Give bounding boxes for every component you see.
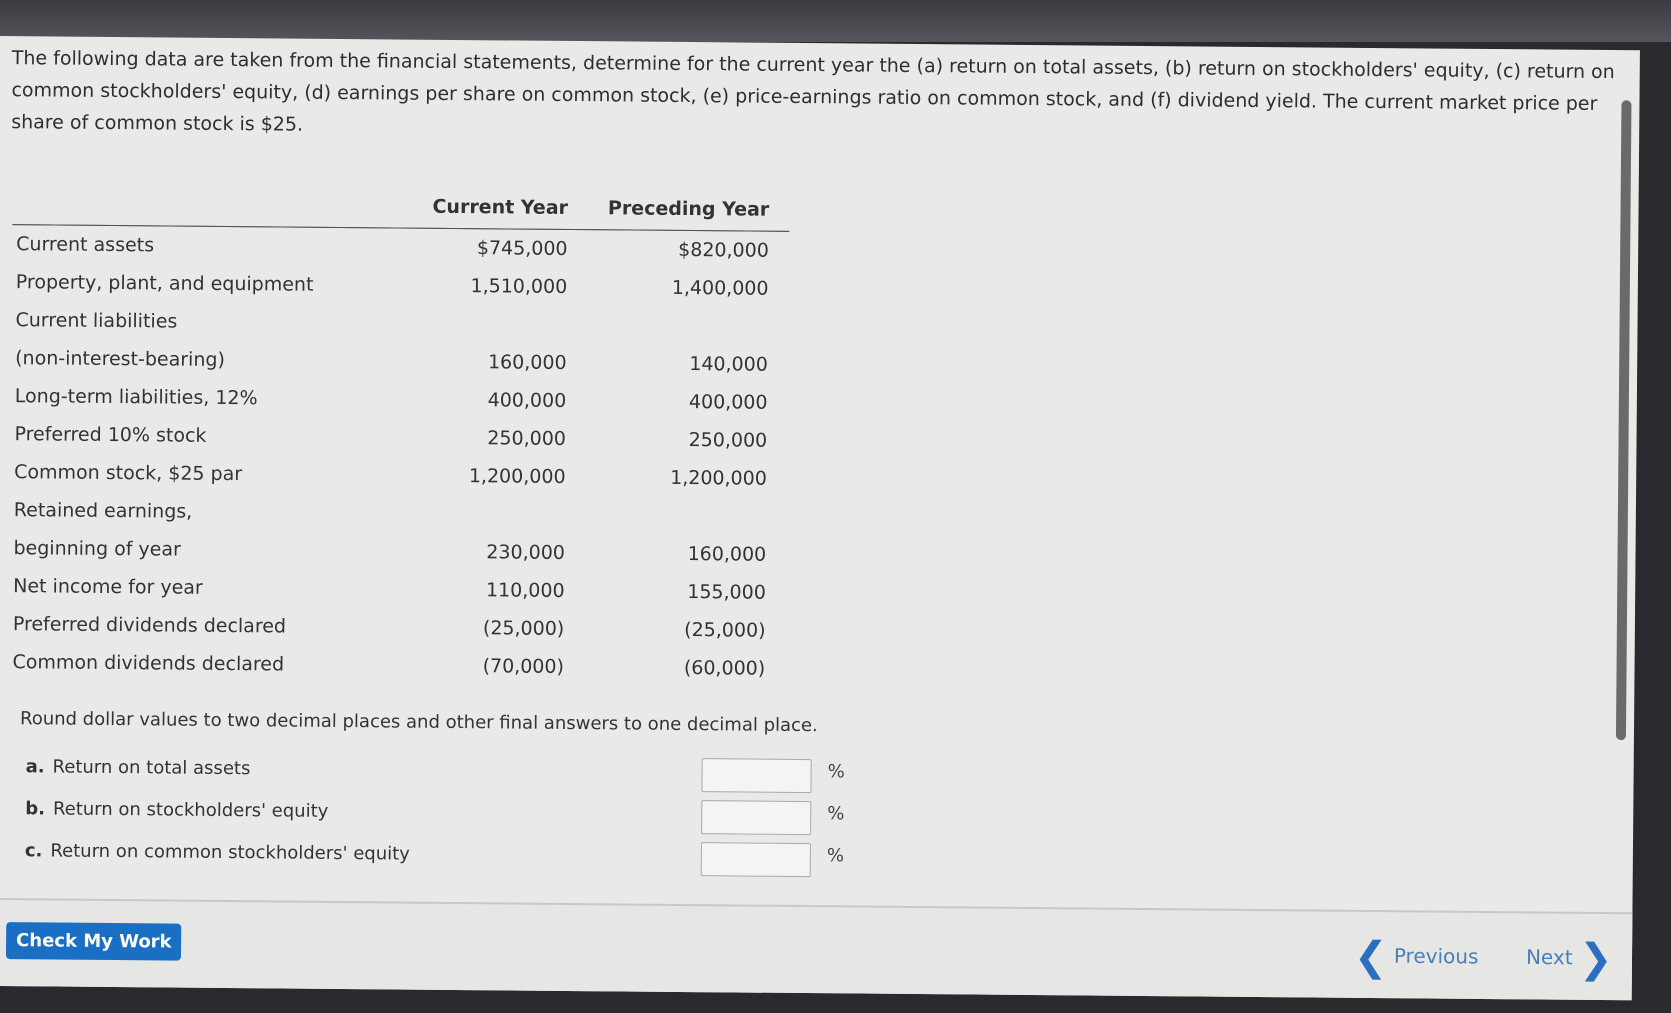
chevron-left-icon: ❮ — [1353, 933, 1388, 981]
answer-input[interactable] — [701, 800, 811, 835]
preceding-year-value: 160,000 — [687, 543, 767, 566]
financial-data-table — [8, 188, 789, 688]
preceding-year-value: $820,000 — [678, 238, 769, 262]
current-year-value — [411, 305, 587, 345]
previous-button[interactable]: ❮ Previous — [1353, 933, 1479, 981]
preceding-year-value: 1,200,000 — [670, 466, 767, 490]
percent-unit: % — [826, 845, 845, 867]
table-row — [12, 225, 789, 270]
table-row — [8, 643, 785, 688]
current-year-value: 1,510,000 — [470, 275, 568, 298]
row-label: Common dividends declared — [12, 651, 285, 676]
row-label: Long-term liabilities, 12% — [14, 385, 258, 410]
row-label: Net income for year — [13, 575, 203, 599]
current-year-value: (25,000) — [482, 617, 565, 640]
chevron-right-icon: ❯ — [1578, 935, 1613, 983]
preceding-year-value — [585, 496, 787, 536]
answer-input[interactable] — [701, 758, 811, 793]
question-item: c. Return on common stockholders' equity — [24, 840, 410, 865]
row-label: Current liabilities — [15, 309, 178, 333]
row-label: (non-interest-bearing) — [15, 347, 226, 371]
preceding-year-value: (25,000) — [684, 618, 766, 642]
screen-bezel — [0, 0, 1671, 42]
answer-input[interactable] — [701, 842, 811, 877]
preceding-year-value: 1,400,000 — [671, 276, 769, 300]
question-item: b. Return on stockholders' equity — [25, 798, 329, 822]
row-label: beginning of year — [13, 537, 181, 561]
row-label: Preferred dividends declared — [12, 613, 287, 638]
next-button[interactable]: Next ❯ — [1525, 935, 1613, 983]
footer — [0, 898, 1632, 1000]
rounding-instructions: Round dollar values to two decimal places and other final answers to one decimal place. — [19, 708, 818, 737]
preceding-year-value: 250,000 — [688, 429, 768, 452]
preceding-year-value: 155,000 — [687, 581, 766, 604]
row-label: Property, plant, and equipment — [15, 271, 314, 296]
header-preceding-year: Preceding Year — [588, 193, 790, 231]
row-label: Retained earnings, — [13, 499, 193, 523]
preceding-year-value: 140,000 — [689, 353, 768, 376]
percent-unit: % — [827, 803, 845, 825]
current-year-value: 250,000 — [487, 427, 567, 450]
preceding-year-value: 400,000 — [688, 391, 768, 414]
current-year-value: 1,200,000 — [468, 465, 566, 488]
current-year-value — [410, 495, 586, 535]
row-label: Current assets — [16, 233, 155, 257]
current-year-value: $745,000 — [476, 237, 568, 260]
current-year-value: 400,000 — [487, 389, 567, 412]
row-label: Preferred 10% stock — [14, 423, 207, 447]
question-text: The following data are taken from the financial statements, determine for the current year the (a) return on total assets, (b) return on stockholders' equity, (c) return on common stockholders' equity, (d) earnings per share on common stock, (e) price-earnings ratio on common stock, and (f) dividend yield. The current market price per share of common stock is $25. — [11, 47, 1615, 136]
percent-unit: % — [827, 761, 845, 783]
problem-screen — [0, 36, 1640, 1000]
question-item: a. Return on total assets — [25, 756, 251, 780]
header-current-year: Current Year — [412, 192, 588, 230]
row-label: Common stock, $25 par — [14, 461, 243, 486]
current-year-value: 160,000 — [487, 351, 567, 374]
check-my-work-button[interactable]: Check My Work — [6, 922, 182, 961]
content-area — [0, 36, 1620, 910]
preceding-year-value: (60,000) — [683, 656, 766, 680]
current-year-value: 230,000 — [486, 541, 566, 564]
current-year-value: (70,000) — [482, 655, 565, 678]
current-year-value: 110,000 — [485, 579, 565, 602]
preceding-year-value — [587, 306, 789, 346]
